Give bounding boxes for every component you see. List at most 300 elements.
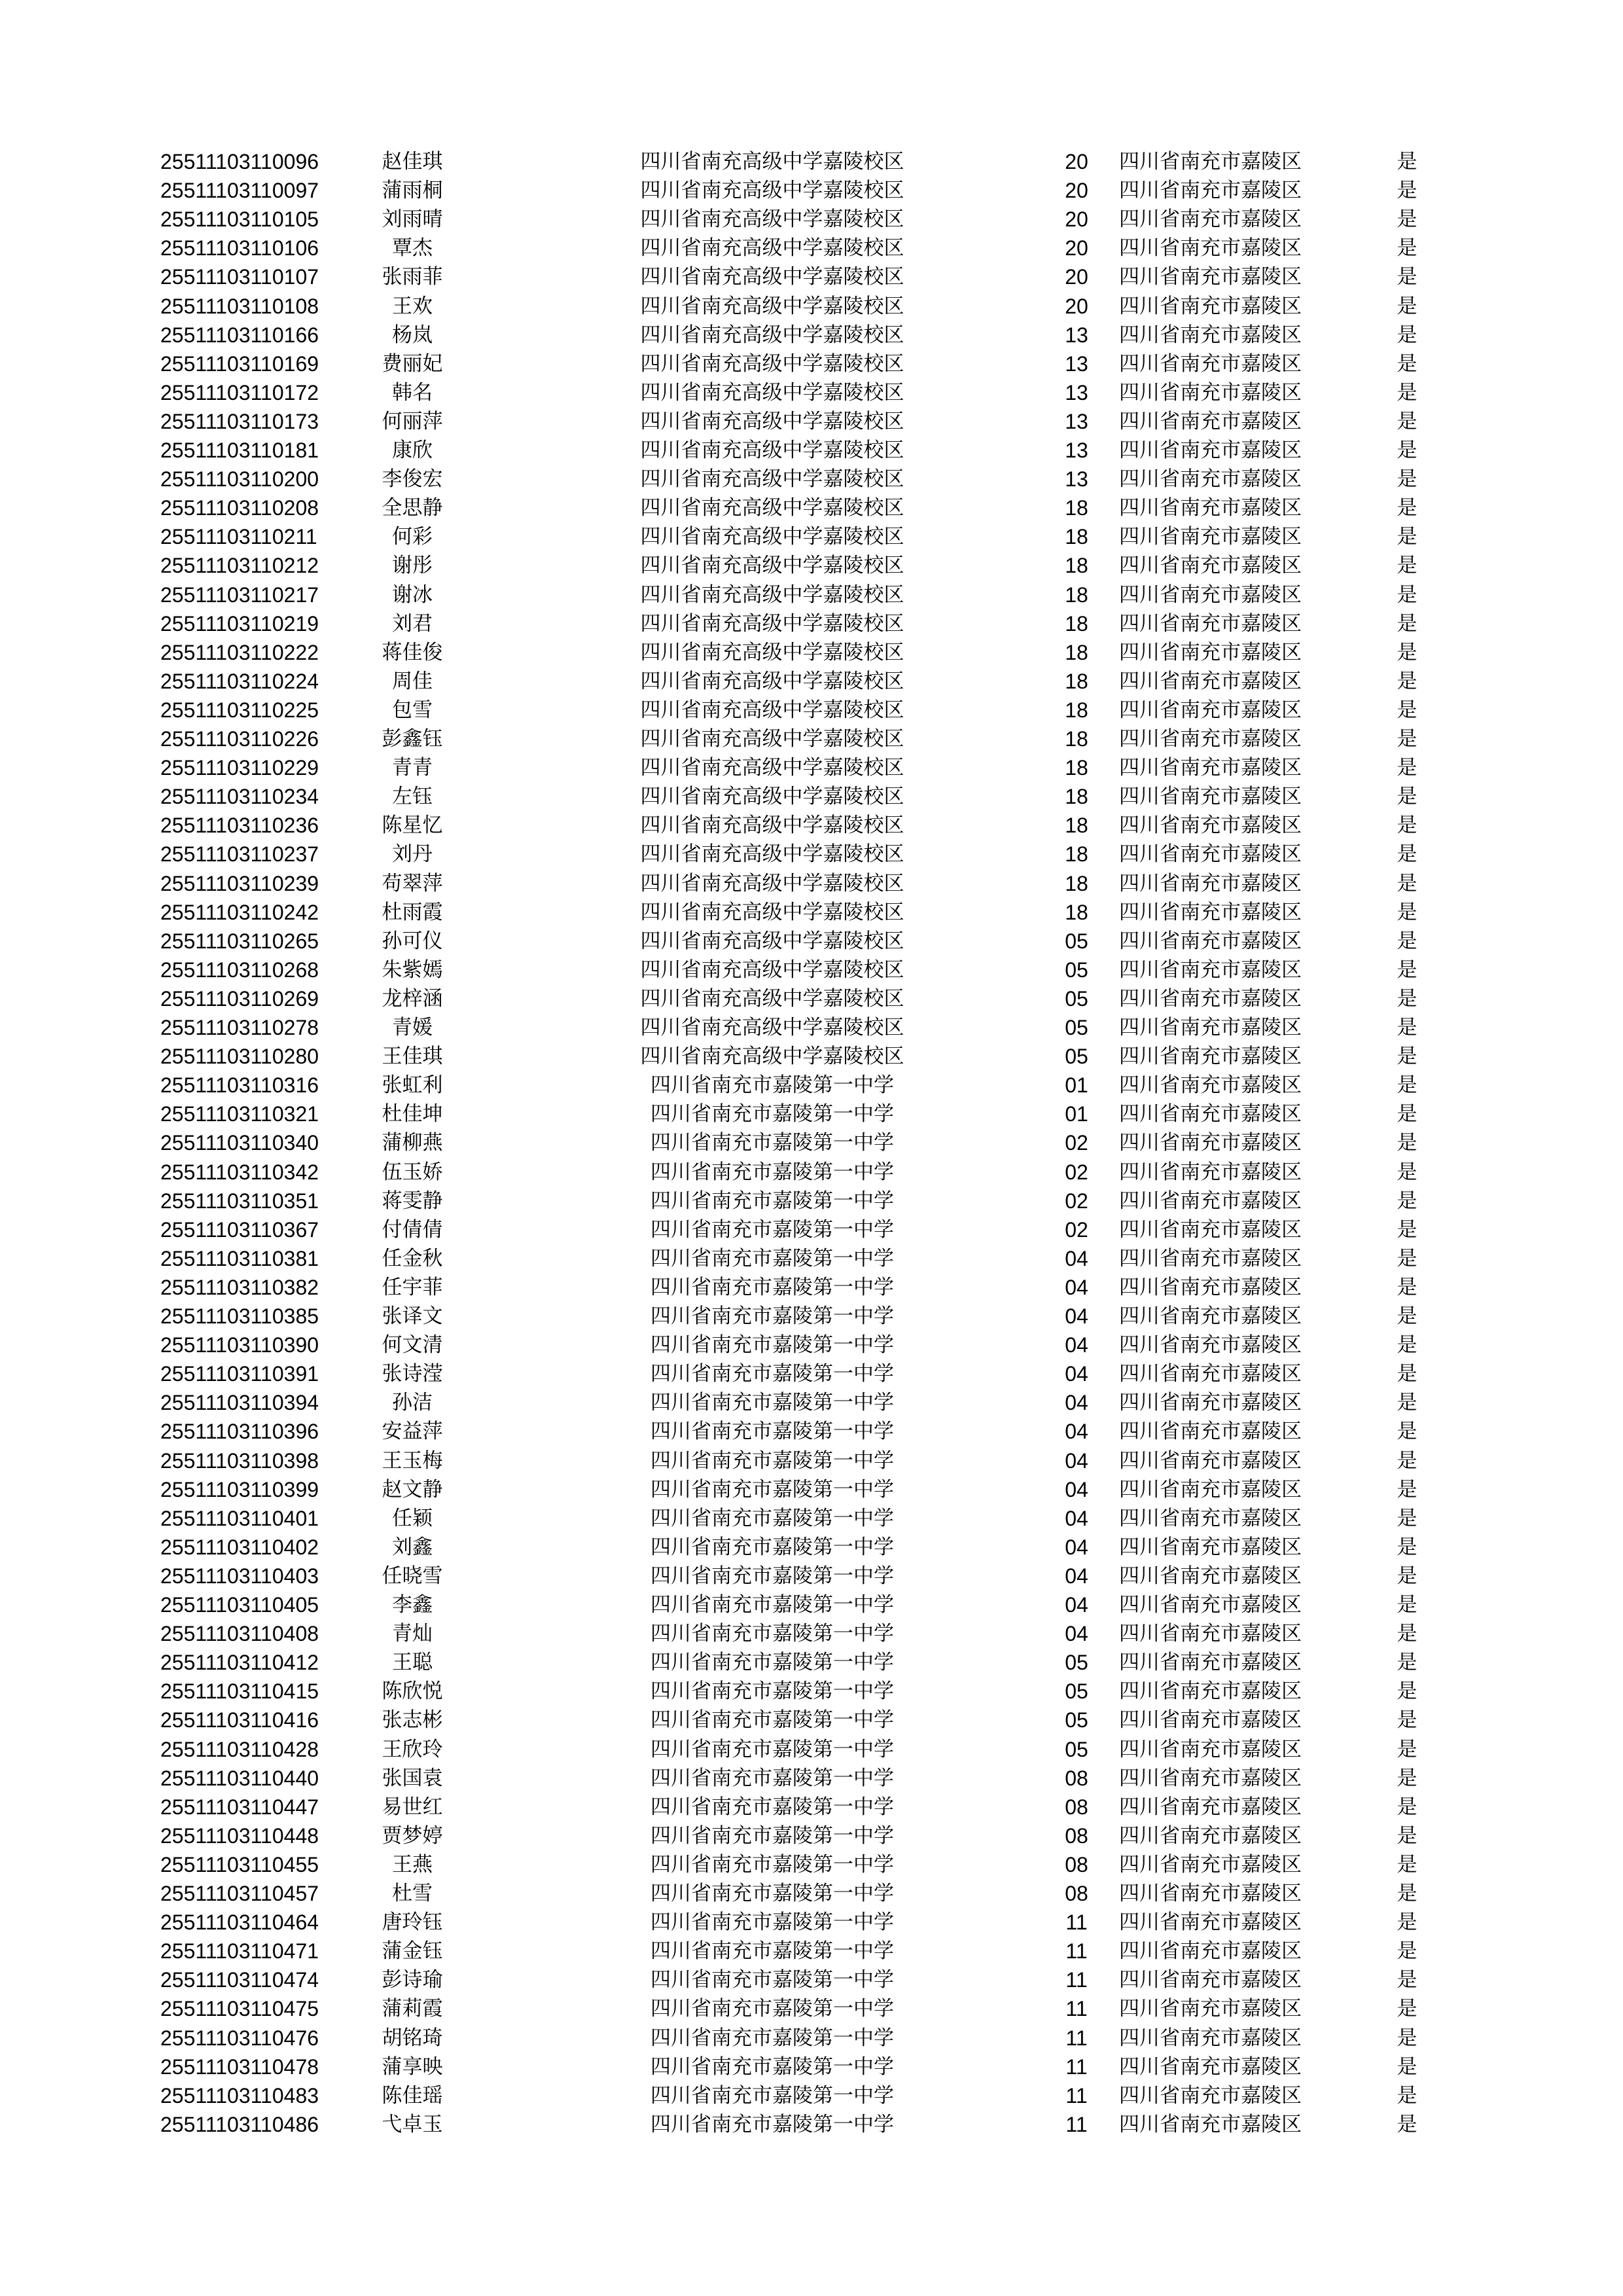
school-name: 四川省南充市嘉陵第一中学 [651, 1852, 894, 1876]
student-name: 李俊宏 [382, 467, 443, 492]
class-number: 13 [1065, 351, 1088, 376]
status-flag: 是 [1397, 467, 1418, 492]
student-name: 彭鑫钰 [382, 727, 443, 751]
status-flag: 是 [1397, 1997, 1418, 2021]
table-row [0, 1735, 1623, 1764]
registration-number: 25511103110391 [160, 1362, 319, 1386]
school-name: 四川省南充市嘉陵第一中学 [651, 1333, 894, 1357]
student-name: 伍玉娇 [382, 1160, 443, 1184]
class-number: 13 [1065, 439, 1088, 462]
registration-number: 25511103110394 [160, 1391, 319, 1415]
class-number: 20 [1065, 236, 1088, 260]
status-flag: 是 [1397, 236, 1418, 260]
registration-number: 25511103110440 [160, 1766, 319, 1790]
status-flag: 是 [1397, 207, 1418, 232]
table-row [0, 234, 1623, 262]
status-flag: 是 [1397, 2112, 1418, 2136]
table-row [0, 1965, 1623, 1994]
school-name: 四川省南充市嘉陵第一中学 [651, 1823, 894, 1848]
school-name: 四川省南充市嘉陵第一中学 [651, 1131, 894, 1155]
district-name: 四川省南充市嘉陵区 [1119, 842, 1302, 867]
registration-number: 25511103110265 [160, 929, 319, 953]
district-name: 四川省南充市嘉陵区 [1119, 1333, 1302, 1357]
registration-number: 25511103110234 [160, 785, 319, 809]
district-name: 四川省南充市嘉陵区 [1119, 640, 1302, 664]
school-name: 四川省南充高级中学嘉陵校区 [640, 842, 904, 867]
status-flag: 是 [1397, 1939, 1418, 1964]
class-number: 02 [1065, 1131, 1088, 1155]
registration-number: 25511103110381 [160, 1246, 319, 1270]
district-name: 四川省南充市嘉陵区 [1119, 2054, 1302, 2079]
status-flag: 是 [1397, 1275, 1418, 1299]
district-name: 四川省南充市嘉陵区 [1119, 294, 1302, 318]
district-name: 四川省南充市嘉陵区 [1119, 1708, 1302, 1732]
registration-number: 25511103110455 [160, 1852, 319, 1876]
registration-number: 25511103110464 [160, 1910, 319, 1935]
student-name: 韩名 [392, 380, 433, 404]
registration-number: 25511103110237 [160, 842, 319, 867]
district-name: 四川省南充市嘉陵区 [1119, 1189, 1302, 1213]
table-row [0, 2081, 1623, 2110]
class-number: 05 [1065, 986, 1088, 1011]
registration-number: 25511103110403 [160, 1564, 319, 1588]
class-number: 08 [1065, 1795, 1088, 1819]
table-row [0, 2053, 1623, 2081]
student-name: 蒲享映 [382, 2054, 443, 2079]
status-flag: 是 [1397, 2026, 1418, 2050]
table-row [0, 407, 1623, 436]
district-name: 四川省南充市嘉陵区 [1119, 323, 1302, 347]
student-name: 刘君 [392, 611, 433, 636]
student-name: 杨岚 [392, 323, 433, 347]
status-flag: 是 [1397, 1737, 1418, 1761]
table-row [0, 782, 1623, 811]
table-row [0, 1359, 1623, 1388]
school-name: 四川省南充高级中学嘉陵校区 [640, 351, 904, 376]
school-name: 四川省南充高级中学嘉陵校区 [640, 179, 904, 203]
student-name: 费丽妃 [382, 351, 443, 376]
class-number: 18 [1065, 640, 1088, 664]
class-number: 04 [1065, 1420, 1088, 1444]
status-flag: 是 [1397, 179, 1418, 203]
student-name: 杜雨霞 [382, 900, 443, 924]
status-flag: 是 [1397, 1910, 1418, 1935]
status-flag: 是 [1397, 1477, 1418, 1501]
registration-number: 25511103110280 [160, 1045, 319, 1069]
district-name: 四川省南充市嘉陵区 [1119, 698, 1302, 722]
table-row [0, 1244, 1623, 1273]
table-row [0, 1590, 1623, 1619]
status-flag: 是 [1397, 294, 1418, 318]
school-name: 四川省南充高级中学嘉陵校区 [640, 150, 904, 173]
district-name: 四川省南充市嘉陵区 [1119, 1420, 1302, 1444]
student-name: 王欢 [392, 294, 433, 318]
student-name: 任宇菲 [382, 1275, 443, 1299]
registration-number: 25511103110097 [160, 179, 319, 203]
school-name: 四川省南充高级中学嘉陵校区 [640, 727, 904, 751]
registration-number: 25511103110401 [160, 1506, 319, 1530]
district-name: 四川省南充市嘉陵区 [1119, 554, 1302, 578]
school-name: 四川省南充高级中学嘉陵校区 [640, 467, 904, 492]
registration-number: 25511103110229 [160, 756, 319, 780]
school-name: 四川省南充市嘉陵第一中学 [651, 1160, 894, 1184]
registration-number: 25511103110399 [160, 1477, 319, 1501]
registration-number: 25511103110390 [160, 1333, 319, 1357]
student-name: 张雨菲 [382, 265, 443, 289]
student-name: 王欣玲 [382, 1737, 443, 1761]
table-row [0, 1446, 1623, 1475]
school-name: 四川省南充市嘉陵第一中学 [651, 1997, 894, 2021]
student-name: 谢冰 [392, 583, 433, 607]
registration-number: 25511103110172 [160, 380, 319, 404]
class-number: 04 [1065, 1593, 1088, 1617]
district-name: 四川省南充市嘉陵区 [1119, 1737, 1302, 1761]
district-name: 四川省南充市嘉陵区 [1119, 467, 1302, 492]
table-row [0, 465, 1623, 493]
class-number: 04 [1065, 1391, 1088, 1415]
district-name: 四川省南充市嘉陵区 [1119, 1304, 1302, 1328]
class-number: 18 [1065, 871, 1088, 895]
class-number: 18 [1065, 611, 1088, 636]
registration-number: 25511103110106 [160, 236, 319, 260]
student-name: 周佳 [392, 669, 433, 693]
table-row [0, 1619, 1623, 1648]
status-flag: 是 [1397, 380, 1418, 404]
table-row [0, 1331, 1623, 1359]
status-flag: 是 [1397, 929, 1418, 953]
table-row [0, 1793, 1623, 1821]
table-row [0, 1388, 1623, 1417]
table-row [0, 493, 1623, 522]
status-flag: 是 [1397, 1968, 1418, 1992]
table-row [0, 956, 1623, 984]
registration-number: 25511103110173 [160, 409, 319, 433]
school-name: 四川省南充市嘉陵第一中学 [651, 2054, 894, 2079]
table-row [0, 262, 1623, 291]
class-number: 05 [1065, 1708, 1088, 1732]
class-number: 05 [1065, 1679, 1088, 1704]
registration-number: 25511103110105 [160, 207, 319, 232]
status-flag: 是 [1397, 640, 1418, 664]
school-name: 四川省南充市嘉陵第一中学 [651, 1882, 894, 1905]
table-row [0, 321, 1623, 350]
status-flag: 是 [1397, 525, 1418, 549]
school-name: 四川省南充市嘉陵第一中学 [651, 1622, 894, 1646]
district-name: 四川省南充市嘉陵区 [1119, 958, 1302, 982]
registration-number: 25511103110269 [160, 986, 319, 1011]
school-name: 四川省南充高级中学嘉陵校区 [640, 583, 904, 607]
class-number: 20 [1065, 265, 1088, 289]
status-flag: 是 [1397, 1391, 1418, 1415]
student-name: 蒲莉霞 [382, 1997, 443, 2021]
status-flag: 是 [1397, 1448, 1418, 1473]
student-name: 包雪 [392, 698, 433, 722]
class-number: 05 [1065, 1737, 1088, 1761]
table-row [0, 898, 1623, 927]
district-name: 四川省南充市嘉陵区 [1119, 1073, 1302, 1098]
student-name: 蒲金钰 [382, 1939, 443, 1964]
status-flag: 是 [1397, 1593, 1418, 1617]
registration-number: 25511103110405 [160, 1593, 319, 1617]
district-name: 四川省南充市嘉陵区 [1119, 1910, 1302, 1935]
district-name: 四川省南充市嘉陵区 [1119, 1823, 1302, 1848]
school-name: 四川省南充高级中学嘉陵校区 [640, 1045, 904, 1069]
student-name: 贾梦婷 [382, 1823, 443, 1848]
status-flag: 是 [1397, 871, 1418, 895]
school-name: 四川省南充高级中学嘉陵校区 [640, 236, 904, 260]
registration-number: 25511103110457 [160, 1882, 319, 1905]
table-row [0, 1879, 1623, 1908]
status-flag: 是 [1397, 496, 1418, 520]
student-name: 蒋佳俊 [382, 640, 443, 664]
status-flag: 是 [1397, 1217, 1418, 1242]
table-row [0, 147, 1623, 176]
student-name: 胡铭琦 [382, 2026, 443, 2050]
status-flag: 是 [1397, 1766, 1418, 1790]
table-row [0, 1648, 1623, 1677]
registration-number: 25511103110402 [160, 1535, 319, 1559]
class-number: 13 [1065, 323, 1088, 347]
table-row [0, 1302, 1623, 1331]
registration-number: 25511103110412 [160, 1651, 319, 1675]
registration-number: 25511103110474 [160, 1968, 319, 1992]
district-name: 四川省南充市嘉陵区 [1119, 1275, 1302, 1299]
student-name: 张诗滢 [382, 1362, 443, 1386]
table-row [0, 292, 1623, 321]
school-name: 四川省南充高级中学嘉陵校区 [640, 1016, 904, 1039]
school-name: 四川省南充高级中学嘉陵校区 [640, 698, 904, 722]
class-number: 08 [1065, 1852, 1088, 1876]
class-number: 04 [1065, 1564, 1088, 1588]
district-name: 四川省南充市嘉陵区 [1119, 525, 1302, 549]
registration-number: 25511103110226 [160, 727, 319, 751]
school-name: 四川省南充市嘉陵第一中学 [651, 1362, 894, 1386]
registration-number: 25511103110096 [160, 150, 319, 173]
district-name: 四川省南充市嘉陵区 [1119, 1535, 1302, 1559]
registration-number: 25511103110219 [160, 611, 319, 636]
status-flag: 是 [1397, 1304, 1418, 1328]
status-flag: 是 [1397, 351, 1418, 376]
table-row [0, 927, 1623, 956]
school-name: 四川省南充市嘉陵第一中学 [651, 1391, 894, 1415]
status-flag: 是 [1397, 1131, 1418, 1155]
table-row [0, 1417, 1623, 1446]
school-name: 四川省南充市嘉陵第一中学 [651, 1535, 894, 1559]
class-number: 05 [1065, 1045, 1088, 1069]
table-row [0, 1273, 1623, 1302]
school-name: 四川省南充市嘉陵第一中学 [651, 1708, 894, 1732]
student-name: 青灿 [392, 1622, 433, 1646]
table-row [0, 1677, 1623, 1706]
registration-number: 25511103110415 [160, 1679, 319, 1704]
status-flag: 是 [1397, 1882, 1418, 1905]
school-name: 四川省南充市嘉陵第一中学 [651, 1102, 894, 1126]
class-number: 11 [1065, 1910, 1088, 1935]
status-flag: 是 [1397, 756, 1418, 780]
district-name: 四川省南充市嘉陵区 [1119, 380, 1302, 404]
registration-number: 25511103110476 [160, 2026, 319, 2050]
school-name: 四川省南充市嘉陵第一中学 [651, 1246, 894, 1270]
student-name: 付倩倩 [382, 1217, 443, 1242]
registration-number: 25511103110447 [160, 1795, 319, 1819]
school-name: 四川省南充市嘉陵第一中学 [651, 1737, 894, 1761]
district-name: 四川省南充市嘉陵区 [1119, 1045, 1302, 1069]
district-name: 四川省南充市嘉陵区 [1119, 236, 1302, 260]
student-name: 张虹利 [382, 1073, 443, 1098]
school-name: 四川省南充市嘉陵第一中学 [651, 1448, 894, 1473]
district-name: 四川省南充市嘉陵区 [1119, 496, 1302, 520]
class-number: 13 [1065, 467, 1088, 492]
table-row [0, 1013, 1623, 1042]
student-name: 张志彬 [382, 1708, 443, 1732]
district-name: 四川省南充市嘉陵区 [1119, 871, 1302, 895]
class-number: 18 [1065, 785, 1088, 809]
district-name: 四川省南充市嘉陵区 [1119, 2026, 1302, 2050]
registration-number: 25511103110217 [160, 583, 319, 607]
student-name: 王燕 [392, 1852, 433, 1876]
school-name: 四川省南充高级中学嘉陵校区 [640, 871, 904, 895]
district-name: 四川省南充市嘉陵区 [1119, 1448, 1302, 1473]
class-number: 01 [1065, 1073, 1088, 1098]
status-flag: 是 [1397, 785, 1418, 809]
registration-number: 25511103110239 [160, 871, 319, 895]
status-flag: 是 [1397, 1246, 1418, 1270]
district-name: 四川省南充市嘉陵区 [1119, 207, 1302, 232]
registration-number: 25511103110398 [160, 1448, 319, 1473]
school-name: 四川省南充高级中学嘉陵校区 [640, 814, 904, 838]
table-row [0, 1504, 1623, 1533]
school-name: 四川省南充市嘉陵第一中学 [651, 1564, 894, 1588]
table-row [0, 1908, 1623, 1937]
registration-number: 25511103110316 [160, 1073, 319, 1098]
table-row [0, 350, 1623, 378]
registration-number: 25511103110268 [160, 958, 319, 982]
registration-number: 25511103110382 [160, 1275, 319, 1299]
district-name: 四川省南充市嘉陵区 [1119, 929, 1302, 953]
school-name: 四川省南充高级中学嘉陵校区 [640, 958, 904, 982]
school-name: 四川省南充高级中学嘉陵校区 [640, 323, 904, 347]
district-name: 四川省南充市嘉陵区 [1119, 727, 1302, 751]
class-number: 02 [1065, 1160, 1088, 1184]
student-name: 何丽萍 [382, 409, 443, 433]
registration-number: 25511103110478 [160, 2054, 319, 2079]
class-number: 11 [1065, 1997, 1088, 2021]
district-name: 四川省南充市嘉陵区 [1119, 611, 1302, 636]
school-name: 四川省南充市嘉陵第一中学 [651, 1651, 894, 1675]
class-number: 01 [1065, 1102, 1088, 1126]
school-name: 四川省南充市嘉陵第一中学 [651, 1679, 894, 1704]
registration-number: 25511103110200 [160, 467, 319, 492]
table-row [0, 811, 1623, 840]
registration-number: 25511103110351 [160, 1189, 319, 1213]
class-number: 04 [1065, 1535, 1088, 1559]
school-name: 四川省南充高级中学嘉陵校区 [640, 380, 904, 404]
school-name: 四川省南充市嘉陵第一中学 [651, 1304, 894, 1328]
district-name: 四川省南充市嘉陵区 [1119, 1160, 1302, 1184]
table-row [0, 1071, 1623, 1100]
registration-number: 25511103110222 [160, 640, 319, 664]
student-name: 青青 [392, 756, 433, 780]
class-number: 11 [1065, 1968, 1088, 1992]
status-flag: 是 [1397, 611, 1418, 636]
class-number: 02 [1065, 1189, 1088, 1213]
student-name: 蒋雯静 [382, 1189, 443, 1213]
student-name: 康欣 [392, 439, 433, 462]
student-name: 杜佳坤 [382, 1102, 443, 1126]
class-number: 05 [1065, 958, 1088, 982]
class-number: 08 [1065, 1766, 1088, 1790]
class-number: 18 [1065, 842, 1088, 867]
registration-number: 25511103110107 [160, 265, 319, 289]
student-name: 刘丹 [392, 842, 433, 867]
registration-number: 25511103110224 [160, 669, 319, 693]
district-name: 四川省南充市嘉陵区 [1119, 351, 1302, 376]
registration-number: 25511103110181 [160, 439, 319, 462]
student-name: 陈佳瑶 [382, 2083, 443, 2108]
status-flag: 是 [1397, 1102, 1418, 1126]
district-name: 四川省南充市嘉陵区 [1119, 2112, 1302, 2136]
school-name: 四川省南充高级中学嘉陵校区 [640, 929, 904, 953]
class-number: 04 [1065, 1333, 1088, 1357]
table-row [0, 609, 1623, 638]
district-name: 四川省南充市嘉陵区 [1119, 1679, 1302, 1704]
class-number: 18 [1065, 698, 1088, 722]
district-name: 四川省南充市嘉陵区 [1119, 1131, 1302, 1155]
class-number: 18 [1065, 814, 1088, 838]
table-row [0, 753, 1623, 782]
district-name: 四川省南充市嘉陵区 [1119, 1795, 1302, 1819]
registration-number: 25511103110342 [160, 1160, 319, 1184]
status-flag: 是 [1397, 323, 1418, 347]
school-name: 四川省南充市嘉陵第一中学 [651, 1910, 894, 1935]
district-name: 四川省南充市嘉陵区 [1119, 1593, 1302, 1617]
status-flag: 是 [1397, 1535, 1418, 1559]
class-number: 11 [1065, 2054, 1088, 2079]
school-name: 四川省南充市嘉陵第一中学 [651, 1477, 894, 1501]
district-name: 四川省南充市嘉陵区 [1119, 669, 1302, 693]
student-name: 陈欣悦 [382, 1679, 443, 1704]
status-flag: 是 [1397, 1045, 1418, 1069]
student-name: 王聪 [392, 1651, 433, 1675]
student-name: 任晓雪 [382, 1564, 443, 1588]
student-name: 蒲雨桐 [382, 179, 443, 203]
table-row [0, 2024, 1623, 2053]
registration-number: 25511103110211 [160, 525, 317, 549]
school-name: 四川省南充市嘉陵第一中学 [651, 1275, 894, 1299]
class-number: 04 [1065, 1448, 1088, 1473]
student-name: 李鑫 [392, 1593, 433, 1617]
status-flag: 是 [1397, 900, 1418, 924]
student-name: 赵佳琪 [382, 150, 443, 173]
status-flag: 是 [1397, 1852, 1418, 1876]
registration-number: 25511103110483 [160, 2083, 319, 2108]
registration-number: 25511103110225 [160, 698, 319, 722]
registration-number: 25511103110396 [160, 1420, 319, 1444]
school-name: 四川省南充高级中学嘉陵校区 [640, 756, 904, 780]
district-name: 四川省南充市嘉陵区 [1119, 1102, 1302, 1126]
class-number: 08 [1065, 1882, 1088, 1905]
student-name: 苟翠萍 [382, 871, 443, 895]
table-row [0, 205, 1623, 234]
status-flag: 是 [1397, 814, 1418, 838]
table-row [0, 1128, 1623, 1157]
status-flag: 是 [1397, 1708, 1418, 1732]
student-name: 蒲柳燕 [382, 1131, 443, 1155]
school-name: 四川省南充高级中学嘉陵校区 [640, 900, 904, 924]
registration-number: 25511103110448 [160, 1823, 319, 1848]
student-name: 何彩 [392, 525, 433, 549]
school-name: 四川省南充市嘉陵第一中学 [651, 1593, 894, 1617]
